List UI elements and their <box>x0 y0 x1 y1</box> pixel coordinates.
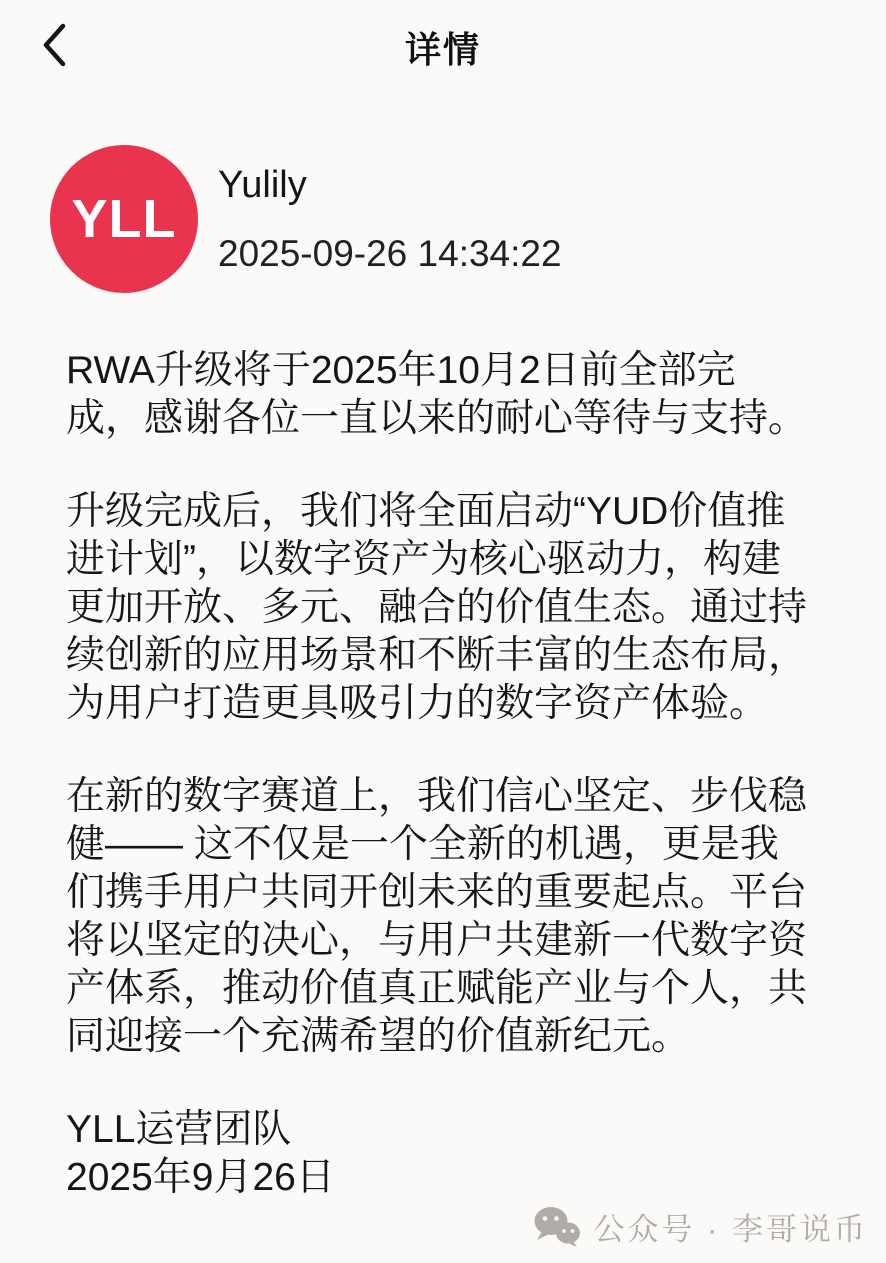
page-title: 详情 <box>404 29 481 70</box>
author-info <box>218 164 562 275</box>
announcement-paragraph <box>66 488 846 728</box>
signature <box>66 1106 846 1202</box>
text-line: 同迎接一个充满希望的价值新纪元。 <box>66 1015 691 1058</box>
text-line: 更加开放、多元、融合的价值生态。通过持 <box>66 586 808 629</box>
nav-bar <box>0 0 886 92</box>
avatar[interactable] <box>50 145 198 293</box>
announcement-paragraph <box>66 773 846 1061</box>
text-line: 为用户打造更具吸引力的数字资产体验。 <box>66 682 769 725</box>
author-name: Yulily <box>218 163 307 206</box>
text-line: 们携手用户共同开创未来的重要起点。平台 <box>66 871 808 914</box>
post-author-row <box>50 145 886 293</box>
announcement-body <box>66 347 846 1202</box>
text-line: YLL运营团队 <box>66 1108 292 1151</box>
text-line: 2025年9月26日 <box>66 1156 335 1199</box>
post-timestamp: 2025-09-26 14:34:22 <box>218 232 562 274</box>
text-line: 将以坚定的决心，与用户共建新一代数字资 <box>66 919 808 962</box>
text-line: RWA升级将于2025年10月2日前全部完 <box>66 349 736 392</box>
text-line: 健—— 这不仅是一个全新的机遇，更是我 <box>66 823 779 866</box>
announcement-paragraph <box>66 347 846 443</box>
wechat-icon <box>533 1206 581 1248</box>
watermark <box>533 1204 868 1249</box>
text-line: 产体系，推动价值真正赋能产业与个人，共 <box>66 967 808 1010</box>
text-line: 升级完成后，我们将全面启动“YUD价值推 <box>66 490 786 533</box>
watermark-text: 公众号 · 李哥说币 <box>593 1212 868 1247</box>
text-line: 在新的数字赛道上，我们信心坚定、步伐稳 <box>66 775 808 818</box>
text-line: 成，感谢各位一直以来的耐心等待与支持。 <box>66 397 808 440</box>
text-line: 续创新的应用场景和不断丰富的生态布局， <box>66 634 808 677</box>
avatar-initials: YLL <box>71 189 177 249</box>
text-line: 进计划”，以数字资产为核心驱动力，构建 <box>66 538 781 581</box>
